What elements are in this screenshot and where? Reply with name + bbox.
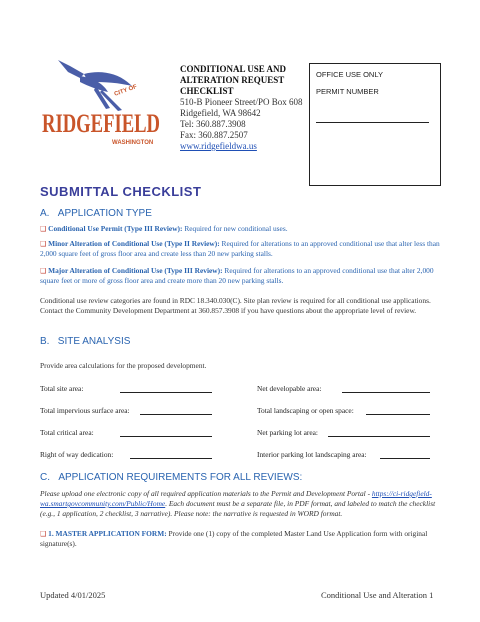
- office-contact-block: [180, 64, 303, 152]
- checkbox-icon[interactable]: ❑: [40, 240, 47, 248]
- checkbox-icon[interactable]: ❑: [40, 225, 47, 233]
- interior-parking-landscaping-field[interactable]: [380, 458, 430, 459]
- office-use-label: OFFICE USE ONLY: [316, 70, 383, 79]
- section-a-heading: A. APPLICATION TYPE: [40, 208, 152, 219]
- portal-link[interactable]: https://ci-ridgefield-wa.smartgovcommunity.com/Public/Home: [40, 489, 432, 508]
- option-conditional-use[interactable]: ❑ Conditional Use Permit (Type III Review): Required for new conditional uses.: [40, 224, 288, 233]
- total-site-area-label: Total site area:: [40, 384, 84, 393]
- net-developable-field[interactable]: [342, 392, 430, 393]
- address-line2: Ridgefield, WA 98642: [180, 108, 261, 118]
- form-title-line3: CHECKLIST: [180, 86, 234, 96]
- footer-updated: Updated 4/01/2025: [40, 590, 106, 600]
- section-b-heading: B. SITE ANALYSIS: [40, 336, 131, 347]
- option-minor-alteration[interactable]: ❑ Minor Alteration of Conditional Use (Type II Review): Required for alterations to an approved conditional use that alter less than 2,000 square feet of gross floor area and create less than 20 new parking stalls.: [40, 239, 440, 258]
- total-impervious-field[interactable]: [140, 414, 212, 415]
- total-impervious-label: Total impervious surface area:: [40, 406, 130, 415]
- heron-icon: [58, 60, 132, 111]
- city-logo: [40, 52, 162, 152]
- net-developable-label: Net developable area:: [257, 384, 322, 393]
- checkbox-icon[interactable]: ❑: [40, 530, 47, 538]
- net-parking-field[interactable]: [328, 436, 430, 437]
- total-landscaping-label: Total landscaping or open space:: [257, 406, 354, 415]
- total-site-area-field[interactable]: [120, 392, 212, 393]
- row-dedication-field[interactable]: [130, 458, 212, 459]
- permit-number-label: PERMIT NUMBER: [316, 87, 379, 96]
- option-major-alteration[interactable]: ❑ Major Alteration of Conditional Use (Type III Review): Required for alterations to an approved conditional use that alter 2,000 square feet or more of gross floor area and create more than 20 new parking stalls.: [40, 266, 434, 285]
- permit-number-field[interactable]: [316, 122, 429, 123]
- section-c-heading: C. APPLICATION REQUIREMENTS FOR ALL REVIEWS:: [40, 472, 303, 483]
- form-title-line2: ALTERATION REQUEST: [180, 75, 285, 85]
- logo-city-of: CITY OF: [113, 84, 138, 98]
- page-title: SUBMITTAL CHECKLIST: [40, 184, 202, 199]
- upload-instructions: Please upload one electronic copy of all required application materials to the Permit and Development Portal - https://ci-ridgefield-wa.smartgovcommunity.com/Public/Home. Each document must be a separate file, in PDF format, and labeled to match the checklist (e.g., 1 application, 2 checklist, 3 narrative). Please note: the narrative is requested in WORD format.: [40, 489, 436, 518]
- form-title-line1: CONDITIONAL USE AND: [180, 64, 287, 74]
- fax: Fax: 360.887.2507: [180, 130, 248, 140]
- total-landscaping-field[interactable]: [366, 414, 430, 415]
- total-critical-label: Total critical area:: [40, 428, 94, 437]
- review-category-note: Conditional use review categories are found in RDC 18.340.030(C). Site plan review is required for all conditional use applications. Contact the Community Development Department at 360.857.3908 if you have questions about the appropriate level of review.: [40, 296, 431, 315]
- address-line1: 510-B Pioneer Street/PO Box 608: [180, 97, 303, 107]
- site-analysis-intro: Provide area calculations for the proposed development.: [40, 361, 207, 370]
- net-parking-label: Net parking lot area:: [257, 428, 318, 437]
- footer-page-label: Conditional Use and Alteration 1: [321, 590, 434, 600]
- interior-parking-landscaping-label: Interior parking lot landscaping area:: [257, 450, 367, 459]
- checkbox-icon[interactable]: ❑: [40, 267, 47, 275]
- master-application-item[interactable]: ❑ 1. MASTER APPLICATION FORM: Provide one (1) copy of the completed Master Land Use Application form with original signature(s).: [40, 529, 428, 548]
- website-link[interactable]: www.ridgefieldwa.us: [180, 141, 257, 151]
- office-use-box: [309, 63, 441, 186]
- logo-name: RIDGEFIELD: [42, 109, 160, 138]
- phone: Tel: 360.887.3908: [180, 119, 246, 129]
- logo-state: WASHINGTON: [112, 140, 154, 146]
- row-dedication-label: Right of way dedication:: [40, 450, 114, 459]
- total-critical-field[interactable]: [120, 436, 212, 437]
